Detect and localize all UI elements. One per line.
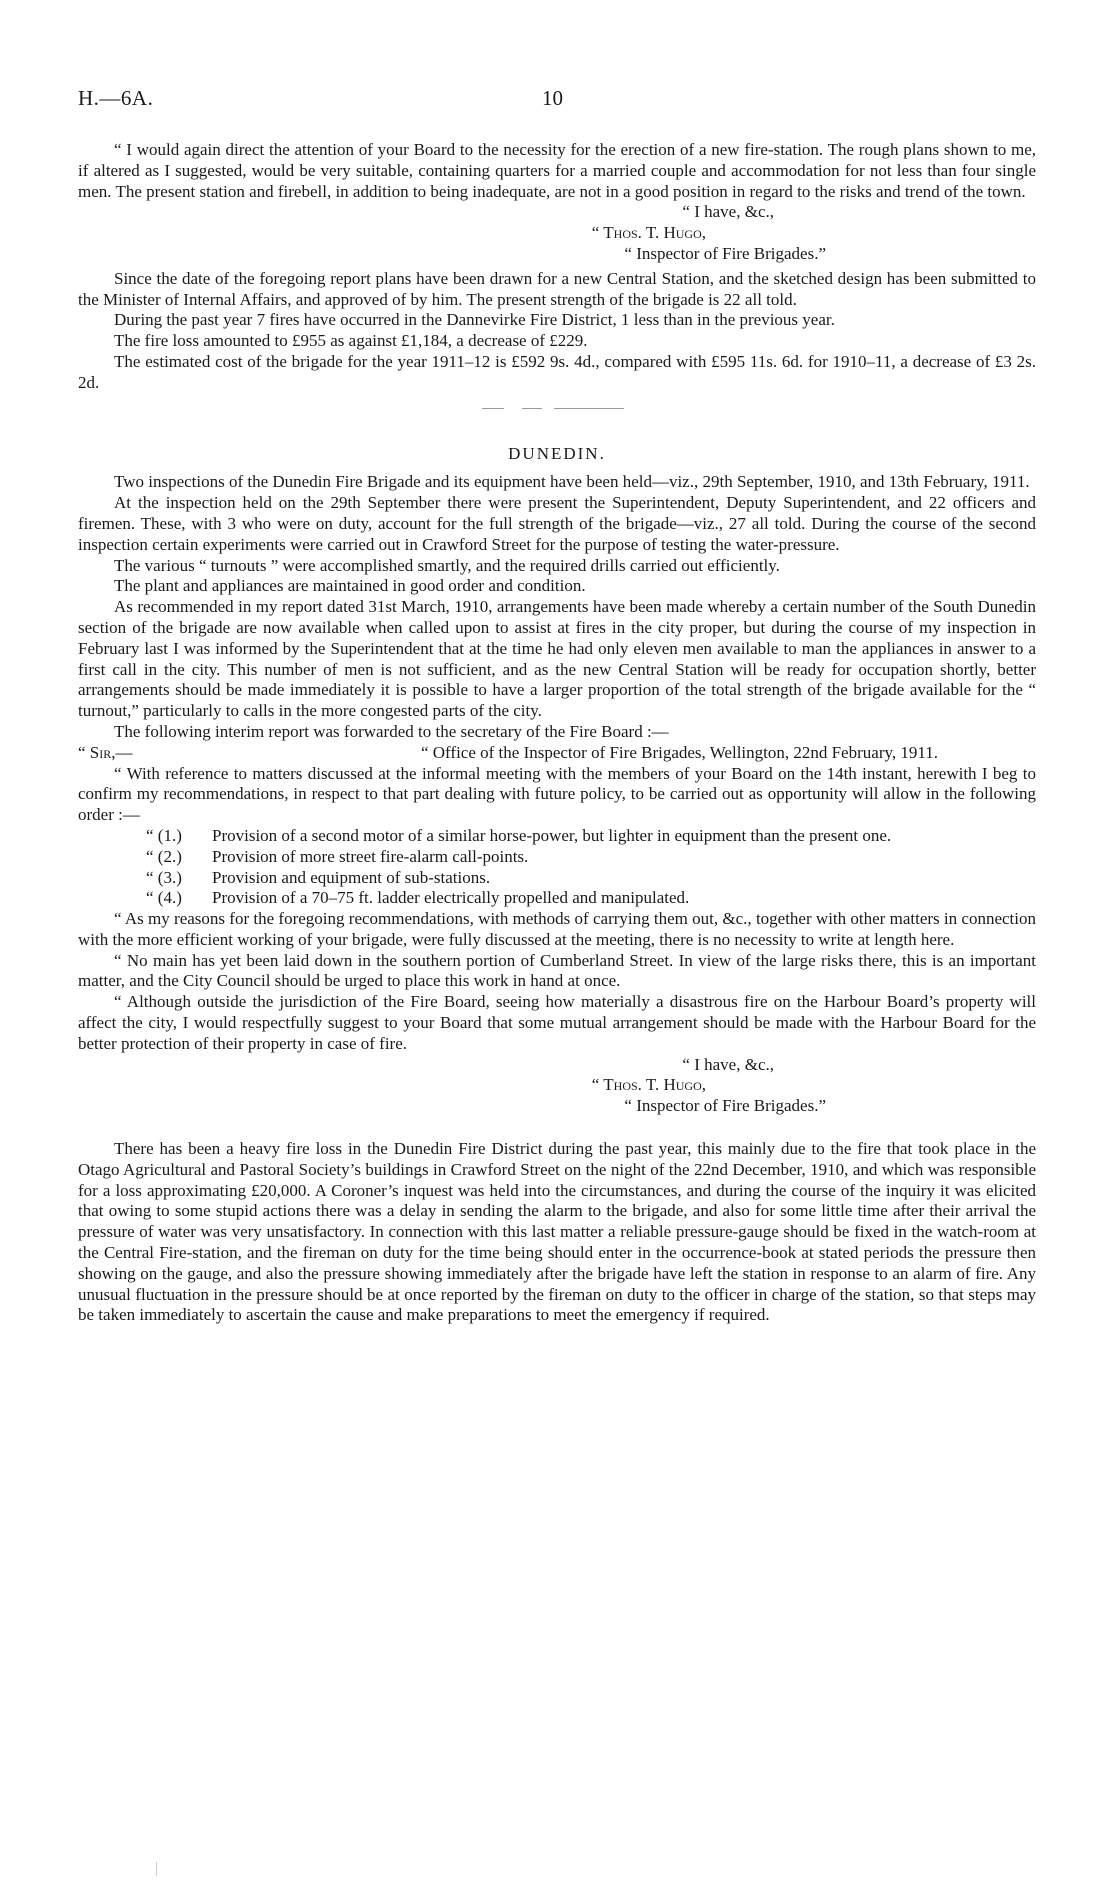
dunedin-heading: DUNEDIN. <box>508 443 606 463</box>
paragraph-plans: Since the date of the foregoing report plans have been drawn for a new Central Station, and the sketched design has been submitted to the Minister of Internal Affairs, and approved of by him. The present strength of the brigade is 22 all told. <box>78 268 1036 309</box>
recommendation-item <box>78 826 1036 847</box>
letter-paragraph-main: “ No main has yet been laid down in the southern portion of Cumberland Street. In view of the large risks there, this is an important matter, and the City Council should be urged to place this work in hand at once. <box>78 950 1036 991</box>
section-divider <box>78 394 1036 424</box>
letter-salutation: “ Sir,— <box>78 742 133 762</box>
signoff-line: “ I have, &c., <box>682 1054 774 1074</box>
recommendation-number: “ (4.) <box>146 888 182 908</box>
recommendation-item <box>78 868 1036 889</box>
recommendation-number: “ (3.) <box>146 867 182 887</box>
letter-paragraph-harbour: “ Although outside the jurisdiction of the Fire Board, seeing how materially a disastrous fire on the Harbour Board’s property will affect the city, I would respectfully suggest to your Board that some mutual arrangement should be made with the Harbour Board for the better protection of their property in case of fire. <box>78 992 1036 1053</box>
signature-name: “ Thos. T. Hugo, <box>591 1075 706 1095</box>
recommendation-text: Provision of a second motor of a similar horse-power, but lighter in equipment than the present one. <box>212 825 892 845</box>
recommendation-number: “ (1.) <box>146 825 182 845</box>
signature-title: “ Inspector of Fire Brigades.” <box>624 243 826 263</box>
letter-header <box>78 743 1036 764</box>
paragraph-fire-loss: The fire loss amounted to £955 as against £1,184, a decrease of £229. <box>114 331 588 351</box>
signoff-line: “ I have, &c., <box>682 202 774 222</box>
recommendation-number: “ (2.) <box>146 846 182 866</box>
paragraph-inspections: Two inspections of the Dunedin Fire Brigade and its equipment have been held—viz., 29th September, 1910, and 13th February, 1911. <box>114 472 1030 492</box>
recommendation-item <box>78 888 1036 909</box>
letter-paragraph-reasons: “ As my reasons for the foregoing recommendations, with methods of carrying them out, &c., together with other matters in connection with the more efficient working of your brigade, were fully discussed at the meeting, there is no necessity to write at length here. <box>78 909 1036 949</box>
recommendation-item <box>78 847 1036 868</box>
paragraph-fires: During the past year 7 fires have occurred in the Dannevirke Fire District, 1 less than in the previous year. <box>114 310 835 330</box>
paragraph-interim-report: The following interim report was forwarded to the secretary of the Fire Board :— <box>114 721 669 741</box>
paragraph-inspection-details: At the inspection held on the 29th September there were present the Superintendent, Deputy Superintendent, and 22 officers and firemen. These, with 3 who were on duty, account for the full strength of the brigade—viz., 27 all told. During the course of the second inspection certain experiments were carried out in Crawford Street for the purpose of testing the water-pressure. <box>78 493 1036 554</box>
signature-title: “ Inspector of Fire Brigades.” <box>624 1096 826 1116</box>
document-reference: H.—6A. <box>78 86 154 110</box>
paragraph-recommendation: As recommended in my report dated 31st March, 1910, arrangements have been made whereby a certain number of the South Dunedin section of the brigade are now available when called upon to assist at fires in the city proper, but during the course of my inspection in February last I was informed by the Superintendent that at the time he had only eleven men available to man the appliances in answer to a first call in the city. This number of men is not sufficient, and as the new Central Station will be ready for occupation shortly, better arrangements should be made immediately it is possible to have a larger proportion of the total strength of the brigade available for the “ turnout,” particularly to calls in the more congested parts of the city. <box>78 597 1036 721</box>
recommendation-text: Provision of more street fire-alarm call-points. <box>212 846 529 866</box>
scan-mark <box>156 1862 157 1876</box>
paragraph-fire-loss-dunedin: There has been a heavy fire loss in the Dunedin Fire District during the past year, this mainly due to the fire that took place in the Otago Agricultural and Pastoral Society’s buildings in Crawford Street on the night of the 22nd December, 1910, and which was responsible for a loss approximating £20,000. A Coroner’s inquest was held into the circumstances, and during the course of the inquiry it was elicited that owing to some stupid actions there was a delay in sending the alarm to the brigade, and also for some little time after their arrival the pressure of water was very unsatisfactory. In connection with this last matter a reliable pressure-gauge should be fixed in the watch-room at the Central Fire-station, and the fireman on duty for the time being should enter in the occurrence-book at stated periods the pressure then showing on the gauge, and also the pressure showing immediately after the brigade have left the station in response to an alarm of fire. Any unusual fluctuation in the pressure should be at once reported by the fireman on duty to the officer in charge of the station, so that steps may be taken immediately to ascertain the cause and make preparations to meet the emergency if required. <box>78 1139 1036 1325</box>
recommendation-text: Provision of a 70–75 ft. ladder electrically propelled and manipulated. <box>212 888 690 908</box>
recommendation-text: Provision and equipment of sub-stations. <box>212 867 491 887</box>
paragraph-plant: The plant and appliances are maintained in good order and condition. <box>114 576 586 596</box>
page-header <box>78 86 1036 116</box>
quoted-report-paragraph: “ I would again direct the attention of your Board to the necessity for the erection of a new fire-station. The rough plans shown to me, if altered as I suggested, would be very suitable, containing quarters for a married couple and accommodation for not less than four single men. The present station and firebell, in addition to being inadequate, are not in a good position in regard to the risks and trend of the town. <box>78 140 1036 201</box>
letter-office-line: “ Office of the Inspector of Fire Brigades, Wellington, 22nd February, 1911. <box>420 742 938 762</box>
dannevirke-section <box>78 140 1036 1326</box>
letter-paragraph-reference: “ With reference to matters discussed at the informal meeting with the members of your Board on the 14th instant, herewith I beg to confirm my recommendations, in respect to that part dealing with future policy, to be carried out as opportunity will allow in the following order :— <box>78 763 1036 825</box>
paragraph-estimated-cost: The estimated cost of the brigade for the year 1911–12 is £592 9s. 4d., compared with £595 11s. 6d. for 1910–11, a decrease of £3 2s. 2d. <box>78 351 1036 392</box>
page-number: 10 <box>542 86 563 110</box>
paragraph-turnouts: The various “ turnouts ” were accomplished smartly, and the required drills carried out efficiently. <box>114 555 780 575</box>
signature-name: “ Thos. T. Hugo, <box>591 223 706 243</box>
